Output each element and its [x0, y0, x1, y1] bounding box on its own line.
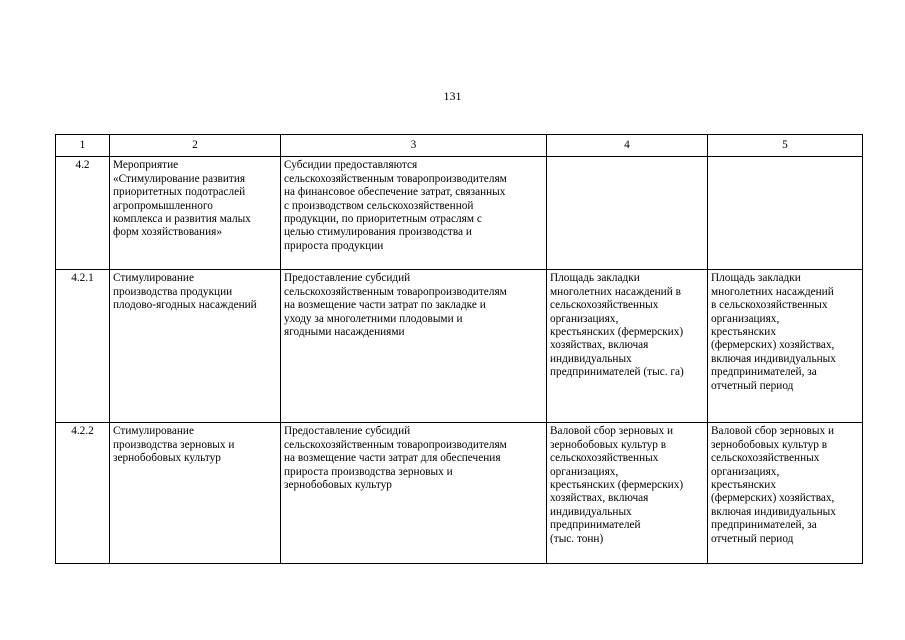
cell-text-line: форм хозяйствования»	[113, 226, 222, 239]
cell-text-line: сельскохозяйственных	[550, 452, 659, 465]
column-header-2: 2	[110, 135, 281, 157]
cell-text-line: приоритетных подотраслей	[113, 186, 246, 199]
cell-text-line: индивидуальных	[550, 505, 632, 518]
cell-text-line: «Стимулирование развития	[113, 172, 246, 185]
cell-text-line: организациях,	[550, 312, 619, 325]
cell-text-line: организациях,	[711, 465, 780, 478]
table-row	[56, 270, 863, 423]
cell-text-line: зернобобовых культур в	[711, 438, 828, 451]
cell-text-line: многолетних насаждений	[711, 285, 834, 298]
cell-result	[708, 157, 863, 270]
cell-activity	[110, 423, 281, 564]
row-number: 4.2	[56, 157, 110, 270]
cell-text-line: зернобобовых культур	[113, 452, 221, 465]
table-header-row	[56, 135, 863, 157]
cell-text-line: производства продукции	[113, 285, 233, 298]
cell-text-line: организациях,	[550, 465, 619, 478]
cell-text-line: Площадь закладки	[550, 272, 640, 285]
cell-text-line: продукции, по приоритетным отраслям с	[284, 213, 482, 226]
cell-text-line: сельскохозяйственным товаропроизводителям	[284, 172, 507, 185]
cell-text-line: уходу за многолетними плодовыми и	[284, 312, 463, 325]
cell-text-line: зернобобовых культур в	[550, 438, 667, 451]
cell-text-line: крестьянских (фермерских)	[550, 479, 684, 492]
cell-text-line: предпринимателей, за	[711, 519, 817, 532]
cell-text-line: (тыс. тонн)	[550, 532, 604, 545]
cell-text-line: прироста продукции	[284, 239, 384, 252]
cell-activity	[110, 157, 281, 270]
cell-text-line: предпринимателей (тыс. га)	[550, 366, 684, 379]
row-number: 4.2.1	[56, 270, 110, 423]
cell-text-line: с производством сельскохозяйственной	[284, 199, 474, 212]
cell-text-line: предпринимателей	[550, 519, 641, 532]
cell-indicator	[547, 270, 708, 423]
cell-text-line: на возмещение части затрат по закладке и	[284, 299, 486, 312]
cell-text-line: хозяйствах, включая	[550, 339, 649, 352]
cell-text-line: Стимулирование	[113, 272, 194, 285]
cell-text-line: отчетный период	[711, 532, 794, 545]
cell-text-line: сельскохозяйственных	[711, 452, 820, 465]
cell-text-line: Валовой сбор зерновых и	[711, 425, 834, 438]
column-header-4: 4	[547, 135, 708, 157]
cell-text-line: организациях,	[711, 312, 780, 325]
cell-description	[281, 157, 547, 270]
cell-text-line: Стимулирование	[113, 425, 194, 438]
column-header-5: 5	[708, 135, 863, 157]
cell-text-line: Валовой сбор зерновых и	[550, 425, 673, 438]
cell-description	[281, 423, 547, 564]
cell-text-line: плодово-ягодных насаждений	[113, 299, 257, 312]
cell-result	[708, 270, 863, 423]
cell-text-line: прироста производства зерновых и	[284, 465, 453, 478]
cell-result	[708, 423, 863, 564]
cell-text-line: агропромышленного	[113, 199, 213, 212]
cell-text-line: Мероприятие	[113, 159, 179, 172]
cell-text-line: хозяйствах, включая	[550, 492, 649, 505]
cell-text-line: крестьянских	[711, 479, 776, 492]
table-row	[56, 423, 863, 564]
cell-text-line: предпринимателей, за	[711, 366, 817, 379]
cell-text-line: крестьянских	[711, 326, 776, 339]
cell-text-line: включая индивидуальных	[711, 352, 836, 365]
cell-text-line: зернобобовых культур	[284, 479, 392, 492]
cell-text-line: индивидуальных	[550, 352, 632, 365]
cell-text-line: комплекса и развития малых	[113, 213, 251, 226]
cell-activity	[110, 270, 281, 423]
cell-text-line: в сельскохозяйственных	[711, 299, 828, 312]
cell-text-line: многолетних насаждений в	[550, 285, 681, 298]
cell-indicator	[547, 157, 708, 270]
program-table	[55, 134, 863, 564]
cell-text-line: сельскохозяйственным товаропроизводителям	[284, 285, 507, 298]
column-header-3: 3	[281, 135, 547, 157]
cell-text-line: Площадь закладки	[711, 272, 801, 285]
cell-text-line: Предоставление субсидий	[284, 272, 411, 285]
row-number: 4.2.2	[56, 423, 110, 564]
cell-indicator	[547, 423, 708, 564]
cell-text-line: крестьянских (фермерских)	[550, 326, 684, 339]
cell-text-line: (фермерских) хозяйствах,	[711, 339, 835, 352]
table-row	[56, 157, 863, 270]
cell-text-line: Субсидии предоставляются	[284, 159, 418, 172]
cell-text-line: включая индивидуальных	[711, 505, 836, 518]
cell-text-line: на возмещение части затрат для обеспечения	[284, 452, 501, 465]
table-body	[56, 157, 863, 564]
cell-text-line: сельскохозяйственным товаропроизводителям	[284, 438, 507, 451]
cell-text-line: целью стимулирования производства и	[284, 226, 472, 239]
cell-text-line: производства зерновых и	[113, 438, 235, 451]
cell-text-line: отчетный период	[711, 379, 794, 392]
page-number: 131	[443, 89, 462, 103]
cell-text-line: сельскохозяйственных	[550, 299, 659, 312]
cell-text-line: Предоставление субсидий	[284, 425, 411, 438]
cell-description	[281, 270, 547, 423]
column-header-1: 1	[56, 135, 110, 157]
cell-text-line: ягодными насаждениями	[284, 326, 405, 339]
cell-text-line: на финансовое обеспечение затрат, связанных	[284, 186, 506, 199]
cell-text-line: (фермерских) хозяйствах,	[711, 492, 835, 505]
